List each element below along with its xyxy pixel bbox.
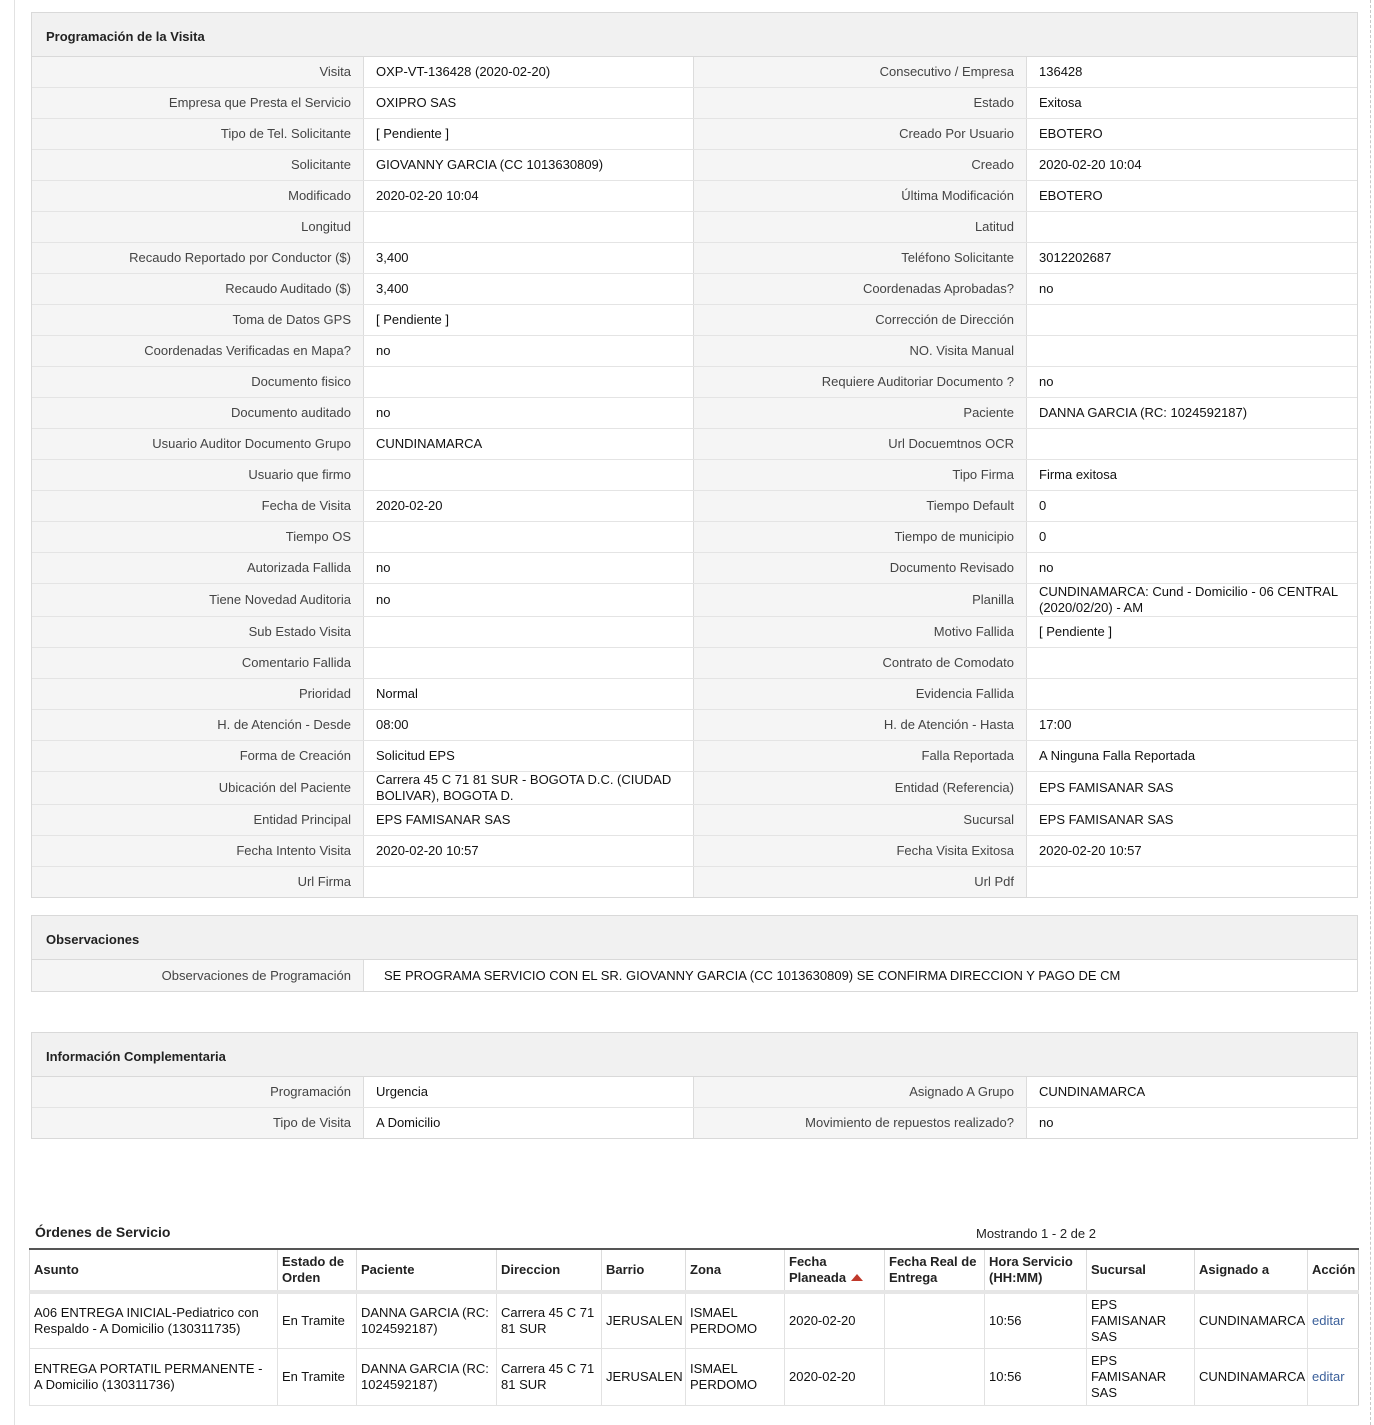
cell-zona: ISMAEL PERDOMO [686, 1292, 785, 1349]
programacion-row [32, 57, 1357, 87]
field-label: Planilla [694, 584, 1026, 616]
edit-link[interactable]: editar [1312, 1313, 1345, 1328]
col-fecha-planeada-label: Fecha Planeada [789, 1254, 847, 1285]
cell-hora: 10:56 [985, 1292, 1087, 1349]
field-label: Ubicación del Paciente [32, 772, 363, 804]
field-label: Entidad (Referencia) [694, 772, 1026, 804]
cell-sucursal: EPS FAMISANAR SAS [1087, 1349, 1195, 1406]
programacion-row [32, 740, 1357, 771]
ordenes-title: Órdenes de Servicio [35, 1224, 171, 1240]
programacion-row [32, 459, 1357, 490]
field-value: no [1026, 553, 1357, 583]
field-value: CUNDINAMARCA: Cund - Domicilio - 06 CENTRAL (2020/02/20) - AM [1026, 584, 1357, 616]
programacion-row [32, 678, 1357, 709]
field-value: CUNDINAMARCA [1026, 1077, 1357, 1107]
programacion-row [32, 335, 1357, 366]
complementaria-row [32, 1077, 1357, 1107]
field-value: [ Pendiente ] [363, 305, 694, 335]
field-label: Sub Estado Visita [32, 617, 363, 647]
cell-estado: En Tramite [278, 1292, 357, 1349]
field-value: 3012202687 [1026, 243, 1357, 273]
programacion-row [32, 304, 1357, 335]
field-value [363, 617, 694, 647]
field-label: Url Firma [32, 867, 363, 897]
field-value: CUNDINAMARCA [363, 429, 694, 459]
field-label: Fecha Intento Visita [32, 836, 363, 866]
cell-accion [1308, 1349, 1359, 1406]
col-hora-servicio[interactable]: Hora Servicio (HH:MM) [985, 1249, 1087, 1292]
field-value: 08:00 [363, 710, 694, 740]
programacion-row [32, 583, 1357, 616]
programacion-row [32, 87, 1357, 118]
field-label: Corrección de Dirección [694, 305, 1026, 335]
programacion-row [32, 490, 1357, 521]
field-label: Modificado [32, 181, 363, 211]
field-label: Tiene Novedad Auditoria [32, 584, 363, 616]
complementaria-title: Información Complementaria [32, 1033, 1357, 1077]
cell-barrio: JERUSALEN [602, 1349, 686, 1406]
field-label: Documento Revisado [694, 553, 1026, 583]
field-label: Solicitante [32, 150, 363, 180]
field-value: EPS FAMISANAR SAS [1026, 772, 1357, 804]
field-label: Prioridad [32, 679, 363, 709]
cell-asunto: A06 ENTREGA INICIAL-Pediatrico con Respaldo - A Domicilio (130311735) [30, 1292, 278, 1349]
field-label: Tipo Firma [694, 460, 1026, 490]
field-value [1026, 305, 1357, 335]
field-label: Tipo de Tel. Solicitante [32, 119, 363, 149]
ordenes-body [30, 1292, 1359, 1406]
field-value: 2020-02-20 10:04 [1026, 150, 1357, 180]
field-label: Url Pdf [694, 867, 1026, 897]
table-row [30, 1349, 1359, 1406]
ordenes-header-row [30, 1249, 1359, 1292]
field-label: Documento auditado [32, 398, 363, 428]
field-label: Coordenadas Aprobadas? [694, 274, 1026, 304]
cell-accion [1308, 1292, 1359, 1349]
field-label: Contrato de Comodato [694, 648, 1026, 678]
field-value: 2020-02-20 10:57 [1026, 836, 1357, 866]
field-label: Tiempo Default [694, 491, 1026, 521]
field-value [363, 367, 694, 397]
field-value: GIOVANNY GARCIA (CC 1013630809) [363, 150, 694, 180]
field-value: [ Pendiente ] [1026, 617, 1357, 647]
field-label: Tiempo de municipio [694, 522, 1026, 552]
sort-ascending-icon[interactable] [851, 1274, 863, 1281]
programacion-row [32, 118, 1357, 149]
field-label: Latitud [694, 212, 1026, 242]
field-label: Creado Por Usuario [694, 119, 1026, 149]
programacion-row [32, 521, 1357, 552]
col-asignado[interactable]: Asignado a [1195, 1249, 1308, 1292]
complementaria-row [32, 1107, 1357, 1138]
field-value [1026, 867, 1357, 897]
programacion-row [32, 709, 1357, 740]
field-value [363, 648, 694, 678]
programacion-row [32, 804, 1357, 835]
programacion-row [32, 647, 1357, 678]
observaciones-row [32, 960, 1357, 991]
field-label: Recaudo Auditado ($) [32, 274, 363, 304]
field-value [1026, 336, 1357, 366]
field-value: A Domicilio [363, 1108, 694, 1138]
ordenes-table [29, 1248, 1359, 1406]
table-row [30, 1292, 1359, 1349]
col-estado[interactable]: Estado de Orden [278, 1249, 357, 1292]
col-accion: Acción [1308, 1249, 1359, 1292]
col-direccion[interactable]: Direccion [497, 1249, 602, 1292]
field-label: Estado [694, 88, 1026, 118]
field-value: 3,400 [363, 274, 694, 304]
field-value: EBOTERO [1026, 119, 1357, 149]
observaciones-label: Observaciones de Programación [32, 960, 363, 991]
field-label: NO. Visita Manual [694, 336, 1026, 366]
field-label: Toma de Datos GPS [32, 305, 363, 335]
field-value [363, 460, 694, 490]
field-label: Teléfono Solicitante [694, 243, 1026, 273]
field-value: Solicitud EPS [363, 741, 694, 771]
field-value [1026, 679, 1357, 709]
col-asunto[interactable]: Asunto [30, 1249, 278, 1292]
observaciones-value: SE PROGRAMA SERVICIO CON EL SR. GIOVANNY GARCIA (CC 1013630809) SE CONFIRMA DIRECCION Y PAGO DE CM [363, 960, 1357, 991]
field-label: Entidad Principal [32, 805, 363, 835]
programacion-row [32, 149, 1357, 180]
page-edge-divider [1370, 0, 1371, 1425]
programacion-title: Programación de la Visita [32, 13, 1357, 57]
field-label: Movimiento de repuestos realizado? [694, 1108, 1026, 1138]
field-value: Normal [363, 679, 694, 709]
cell-zona: ISMAEL PERDOMO [686, 1349, 785, 1406]
field-value [363, 867, 694, 897]
field-label: Falla Reportada [694, 741, 1026, 771]
cell-direccion: Carrera 45 C 71 81 SUR [497, 1349, 602, 1406]
field-label: Forma de Creación [32, 741, 363, 771]
field-label: Longitud [32, 212, 363, 242]
field-value [1026, 648, 1357, 678]
cell-asignado: CUNDINAMARCA [1195, 1292, 1308, 1349]
field-value: no [1026, 274, 1357, 304]
complementaria-rows [32, 1077, 1357, 1138]
field-label: Autorizada Fallida [32, 553, 363, 583]
field-value: EPS FAMISANAR SAS [1026, 805, 1357, 835]
cell-fecha-real [885, 1349, 985, 1406]
field-value: 0 [1026, 522, 1357, 552]
field-label: Url Docuemtnos OCR [694, 429, 1026, 459]
programacion-row [32, 866, 1357, 897]
field-label: H. de Atención - Hasta [694, 710, 1026, 740]
cell-sucursal: EPS FAMISANAR SAS [1087, 1292, 1195, 1349]
col-fecha-real[interactable]: Fecha Real de Entrega [885, 1249, 985, 1292]
programacion-row [32, 366, 1357, 397]
programacion-row [32, 616, 1357, 647]
field-value: Firma exitosa [1026, 460, 1357, 490]
col-fecha-planeada[interactable] [785, 1249, 885, 1292]
field-value: EPS FAMISANAR SAS [363, 805, 694, 835]
field-value: Urgencia [363, 1077, 694, 1107]
field-value: OXIPRO SAS [363, 88, 694, 118]
field-value: no [363, 398, 694, 428]
programacion-row [32, 552, 1357, 583]
programacion-row [32, 180, 1357, 211]
field-label: Fecha de Visita [32, 491, 363, 521]
field-value: 0 [1026, 491, 1357, 521]
col-sucursal[interactable]: Sucursal [1087, 1249, 1195, 1292]
field-label: Documento fisico [32, 367, 363, 397]
programacion-row [32, 211, 1357, 242]
col-zona[interactable]: Zona [686, 1249, 785, 1292]
field-value: no [363, 336, 694, 366]
field-value [363, 212, 694, 242]
field-value: DANNA GARCIA (RC: 1024592187) [1026, 398, 1357, 428]
field-label: Motivo Fallida [694, 617, 1026, 647]
field-value: EBOTERO [1026, 181, 1357, 211]
programacion-section [31, 12, 1358, 898]
programacion-row [32, 835, 1357, 866]
programacion-row [32, 428, 1357, 459]
programacion-row [32, 397, 1357, 428]
field-value: Exitosa [1026, 88, 1357, 118]
field-label: Sucursal [694, 805, 1026, 835]
field-label: Recaudo Reportado por Conductor ($) [32, 243, 363, 273]
cell-fecha-planeada: 2020-02-20 [785, 1292, 885, 1349]
programacion-row [32, 242, 1357, 273]
cell-fecha-planeada: 2020-02-20 [785, 1349, 885, 1406]
field-value: OXP-VT-136428 (2020-02-20) [363, 57, 694, 87]
cell-asunto: ENTREGA PORTATIL PERMANENTE - A Domicilio (130311736) [30, 1349, 278, 1406]
field-value: no [1026, 367, 1357, 397]
field-label: Fecha Visita Exitosa [694, 836, 1026, 866]
field-label: Usuario que firmo [32, 460, 363, 490]
field-value: no [363, 584, 694, 616]
programacion-row [32, 771, 1357, 804]
field-value: [ Pendiente ] [363, 119, 694, 149]
field-label: Tiempo OS [32, 522, 363, 552]
field-label: Paciente [694, 398, 1026, 428]
field-value: 136428 [1026, 57, 1357, 87]
cell-barrio: JERUSALEN [602, 1292, 686, 1349]
cell-paciente: DANNA GARCIA (RC: 1024592187) [357, 1292, 497, 1349]
field-label: Asignado A Grupo [694, 1077, 1026, 1107]
field-value: 2020-02-20 10:04 [363, 181, 694, 211]
field-label: Consecutivo / Empresa [694, 57, 1026, 87]
field-value: 17:00 [1026, 710, 1357, 740]
edit-link[interactable]: editar [1312, 1369, 1345, 1384]
field-value [1026, 429, 1357, 459]
field-value: no [1026, 1108, 1357, 1138]
field-label: Empresa que Presta el Servicio [32, 88, 363, 118]
programacion-rows [32, 57, 1357, 897]
field-value: 3,400 [363, 243, 694, 273]
field-label: H. de Atención - Desde [32, 710, 363, 740]
field-value: A Ninguna Falla Reportada [1026, 741, 1357, 771]
field-value: no [363, 553, 694, 583]
field-label: Requiere Auditoriar Documento ? [694, 367, 1026, 397]
cell-paciente: DANNA GARCIA (RC: 1024592187) [357, 1349, 497, 1406]
programacion-row [32, 273, 1357, 304]
field-label: Comentario Fallida [32, 648, 363, 678]
field-label: Coordenadas Verificadas en Mapa? [32, 336, 363, 366]
cell-fecha-real [885, 1292, 985, 1349]
field-label: Creado [694, 150, 1026, 180]
complementaria-section [31, 1032, 1358, 1139]
field-label: Última Modificación [694, 181, 1026, 211]
col-barrio[interactable]: Barrio [602, 1249, 686, 1292]
field-value: 2020-02-20 10:57 [363, 836, 694, 866]
field-value [363, 522, 694, 552]
col-paciente[interactable]: Paciente [357, 1249, 497, 1292]
observaciones-section [31, 915, 1358, 992]
field-label: Tipo de Visita [32, 1108, 363, 1138]
field-value: Carrera 45 C 71 81 SUR - BOGOTA D.C. (CIUDAD BOLIVAR), BOGOTA D. [363, 772, 694, 804]
cell-direccion: Carrera 45 C 71 81 SUR [497, 1292, 602, 1349]
field-label: Programación [32, 1077, 363, 1107]
field-value [1026, 212, 1357, 242]
cell-asignado: CUNDINAMARCA [1195, 1349, 1308, 1406]
field-label: Visita [32, 57, 363, 87]
cell-estado: En Tramite [278, 1349, 357, 1406]
field-label: Evidencia Fallida [694, 679, 1026, 709]
cell-hora: 10:56 [985, 1349, 1087, 1406]
field-value: 2020-02-20 [363, 491, 694, 521]
field-label: Usuario Auditor Documento Grupo [32, 429, 363, 459]
observaciones-title: Observaciones [32, 916, 1357, 960]
ordenes-count: Mostrando 1 - 2 de 2 [976, 1226, 1096, 1241]
